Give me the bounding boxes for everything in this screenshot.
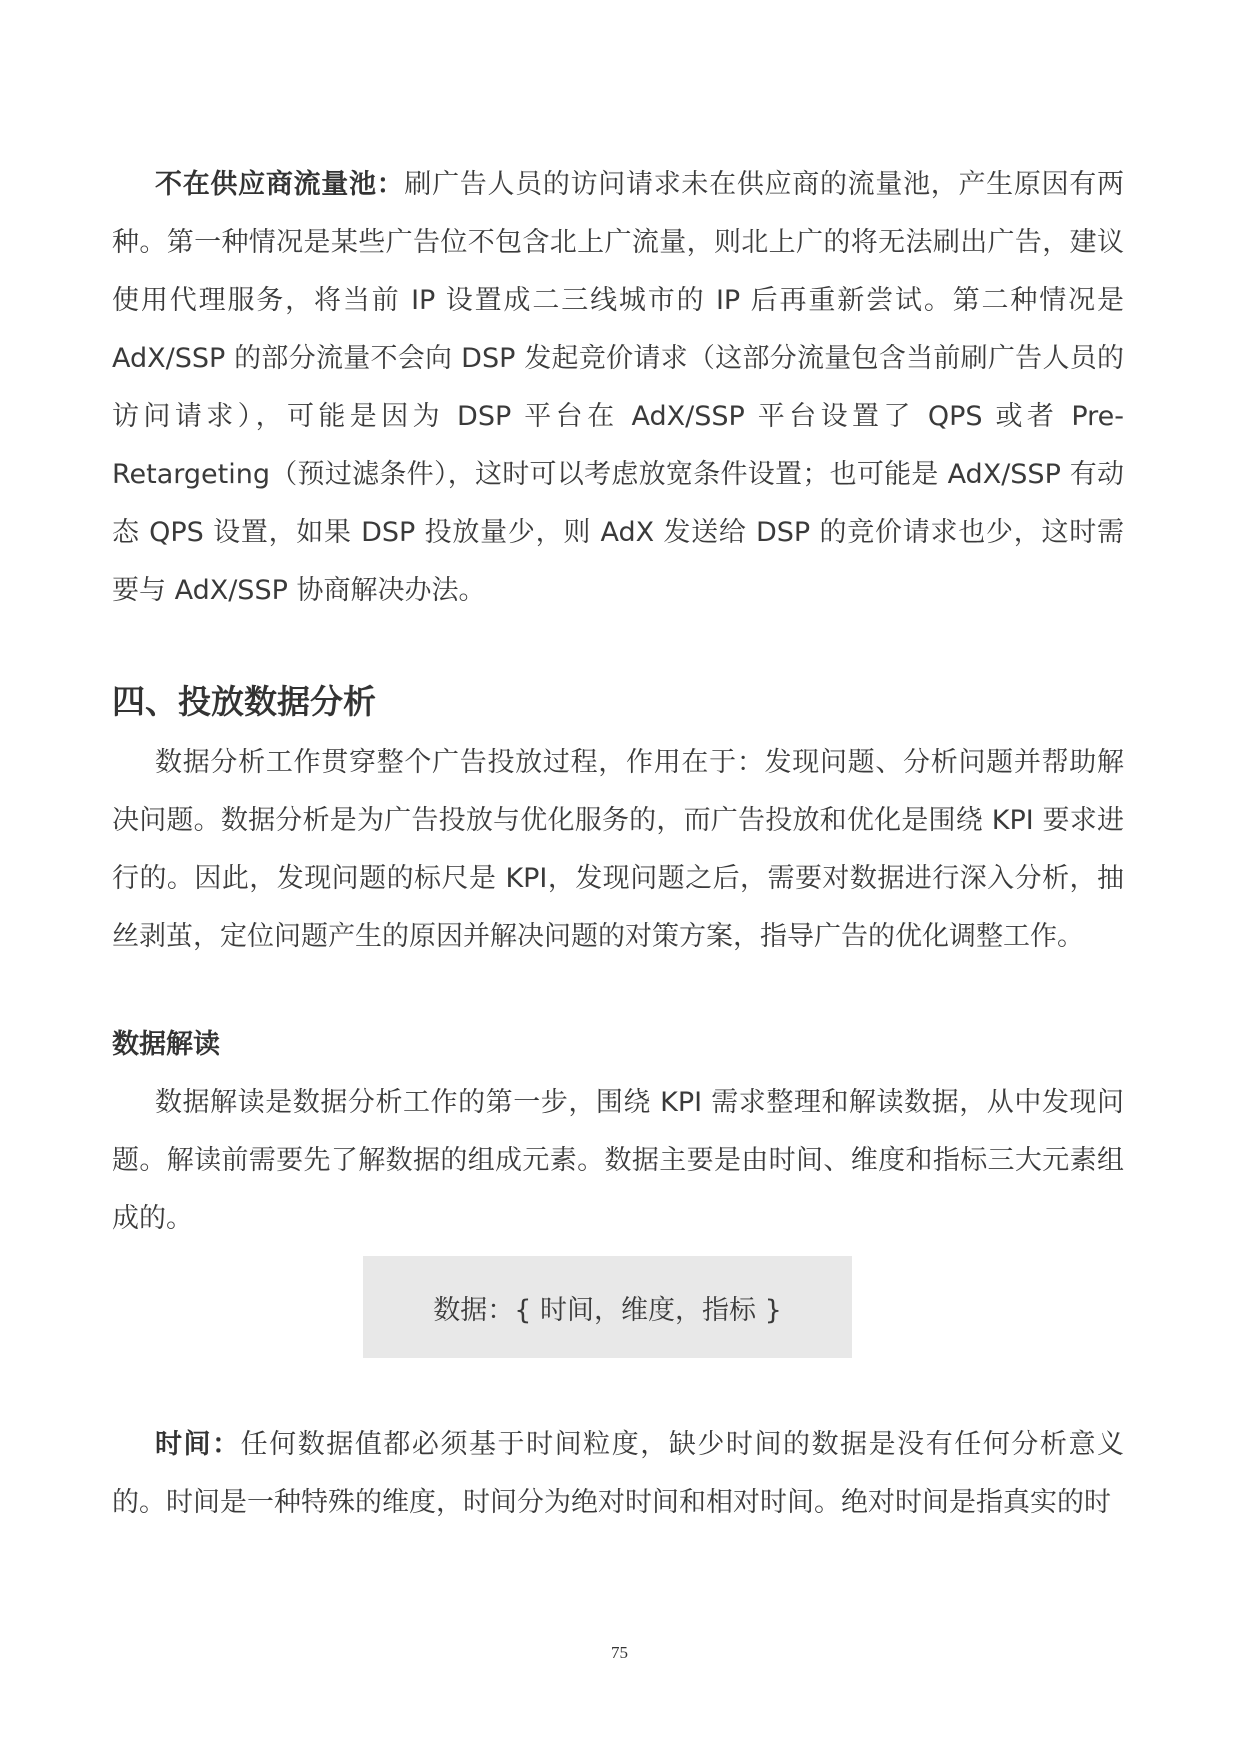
formula-text: 数据：{ 时间，维度，指标 } xyxy=(433,1294,782,1326)
paragraph-data-analysis-intro: 数据分析工作贯穿整个广告投放过程，作用在于：发现问题、分析问题并帮助解决问题。数据分析是为广告投放与优化服务的，而广告投放和优化是围绕 KPI 要求进行的。因此，发现问题的标尺是 KPI，发现问题之后，需要对数据进行深入分析，抽丝剥茧，定位问题产生的原因并解决问题的对策方案，指导广告的优化调整工作。 xyxy=(112,747,1124,952)
page-number: 75 xyxy=(611,1643,628,1662)
paragraph-lead-term: 时间： xyxy=(155,1429,241,1460)
paragraph-time xyxy=(112,1416,1124,1532)
paragraph-body-text: 刷广告人员的访问请求未在供应商的流量池，产生原因有两种。第一种情况是某些广告位不包含北上广流量，则北上广的将无法刷出广告，建议使用代理服务，将当前 IP 设置成二三线城市的 IP 后再重新尝试。第二种情况是 AdX/SSP 的部分流量不会向 DSP 发起竞价请求（这部分流量包含当前刷广告人员的访问请求），可能是因为 DSP 平台在 AdX/SSP 平台设置了 QPS 或者 Pre-Retargeting（预过滤条件），这时可以考虑放宽条件设置；也可能是 AdX/SSP 有动态 QPS 设置，如果 DSP 投放量少，则 AdX 发送给 DSP 的竞价请求也少，这时需要与 AdX/SSP 协商解决办法。 xyxy=(112,169,1125,606)
paragraph-supplier-traffic-pool xyxy=(112,156,1124,620)
paragraph-body-text: 任何数据值都必须基于时间粒度，缺少时间的数据是没有任何分析意义的。时间是一种特殊的维度，时间分为绝对时间和相对时间。绝对时间是指真实的时 xyxy=(112,1429,1125,1518)
paragraph-data-interpretation: 数据解读是数据分析工作的第一步，围绕 KPI 需求整理和解读数据，从中发现问题。解读前需要先了解数据的组成元素。数据主要是由时间、维度和指标三大元素组成的。 xyxy=(112,1087,1124,1234)
paragraph-lead-term: 不在供应商流量池： xyxy=(155,169,405,200)
page-content xyxy=(112,156,1124,1532)
section-heading: 四、投放数据分析 xyxy=(112,682,376,721)
subsection-heading: 数据解读 xyxy=(112,1029,220,1060)
formula-box xyxy=(363,1256,852,1358)
